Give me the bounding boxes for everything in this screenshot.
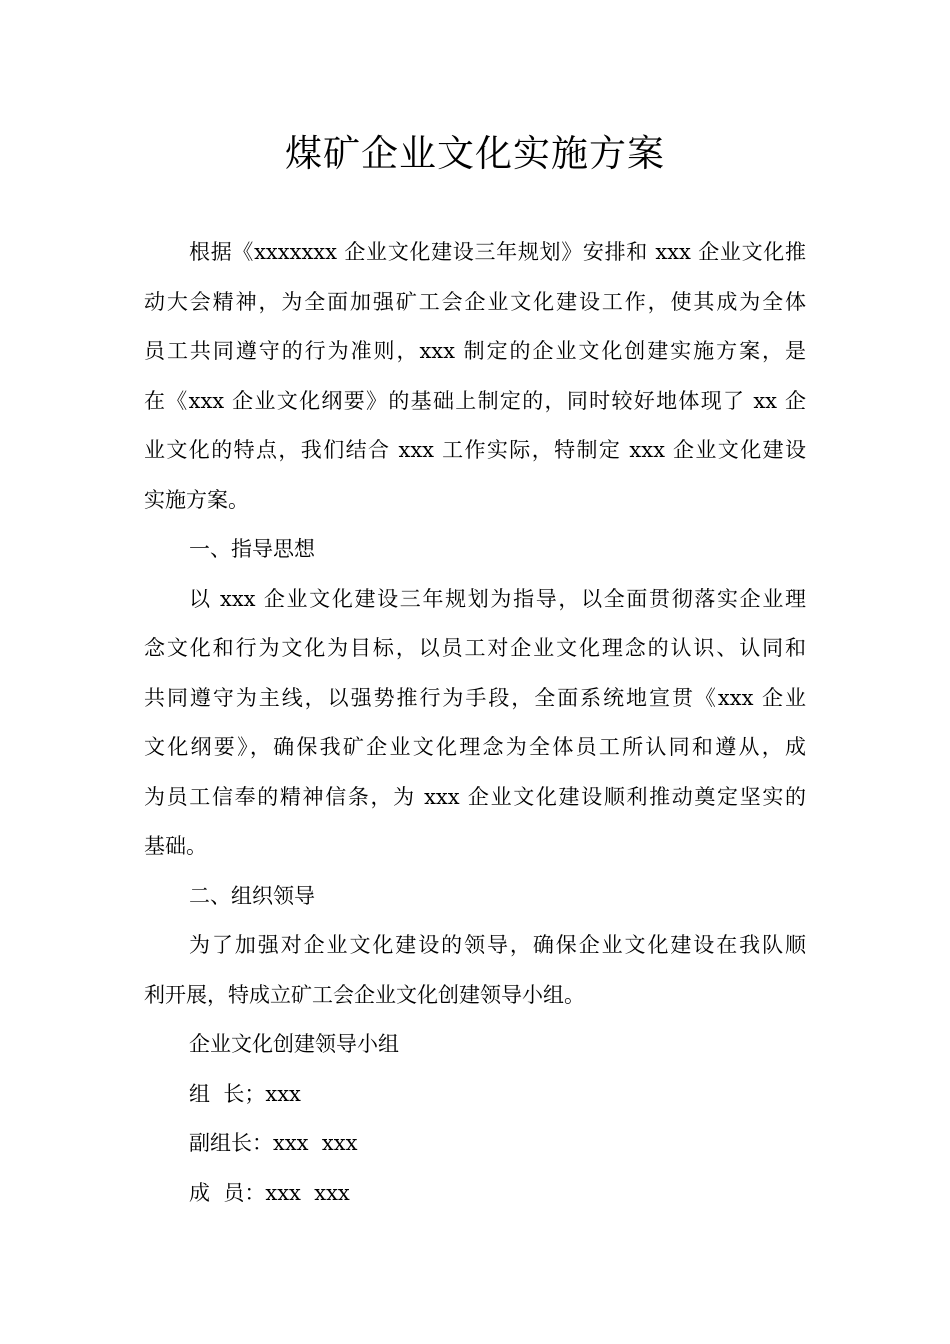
group-deputy-leader: 副组长：xxx xxx — [189, 1131, 358, 1155]
section-heading-guiding-thought: 一、指导思想 — [189, 537, 315, 561]
intro-line: 业文化的特点，我们结合 xxx 工作实际，特制定 xxx 企业文化建设 — [144, 438, 806, 462]
intro-line: 根据《xxxxxxx 企业文化建设三年规划》安排和 xxx 企业文化推 — [189, 240, 806, 264]
group-leader: 组 长；xxx — [189, 1081, 301, 1106]
intro-line: 动大会精神，为全面加强矿工会企业文化建设工作，使其成为全体 — [144, 289, 806, 314]
group-members: 成 员：xxx xxx — [189, 1180, 350, 1205]
paragraph-line: 基础。 — [144, 834, 207, 858]
paragraph-line: 文化纲要》，确保我矿企业文化理念为全体员工所认同和遵从，成 — [144, 735, 806, 759]
intro-line: 在《xxx 企业文化纲要》的基础上制定的，同时较好地体现了 xx 企 — [144, 388, 806, 413]
paragraph-line: 念文化和行为文化为目标，以员工对企业文化理念的认识、认同和 — [144, 636, 806, 660]
intro-paragraph — [144, 228, 806, 525]
organization-paragraph — [144, 921, 806, 1020]
document-title: 煤矿企业文化实施方案 — [285, 132, 665, 175]
paragraph-line: 利开展，特成立矿工会企业文化创建领导小组。 — [144, 982, 585, 1007]
paragraph-line: 共同遵守为主线，以强势推行为手段，全面系统地宣贯《xxx 企业 — [144, 685, 806, 710]
group-title: 企业文化创建领导小组 — [189, 1032, 399, 1056]
paragraph-line: 为了加强对企业文化建设的领导，确保企业文化建设在我队顺 — [189, 933, 806, 957]
document-body — [144, 228, 806, 1218]
guiding-thought-paragraph — [144, 575, 806, 872]
section-heading-organization: 二、组织领导 — [189, 883, 315, 908]
intro-line: 实施方案。 — [144, 487, 249, 512]
intro-line: 员工共同遵守的行为准则，xxx 制定的企业文化创建实施方案，是 — [144, 339, 806, 363]
paragraph-line: 为员工信奉的精神信条，为 xxx 企业文化建设顺利推动奠定坚实的 — [144, 784, 806, 809]
paragraph-line: 以 xxx 企业文化建设三年规划为指导，以全面贯彻落实企业理 — [189, 586, 806, 611]
